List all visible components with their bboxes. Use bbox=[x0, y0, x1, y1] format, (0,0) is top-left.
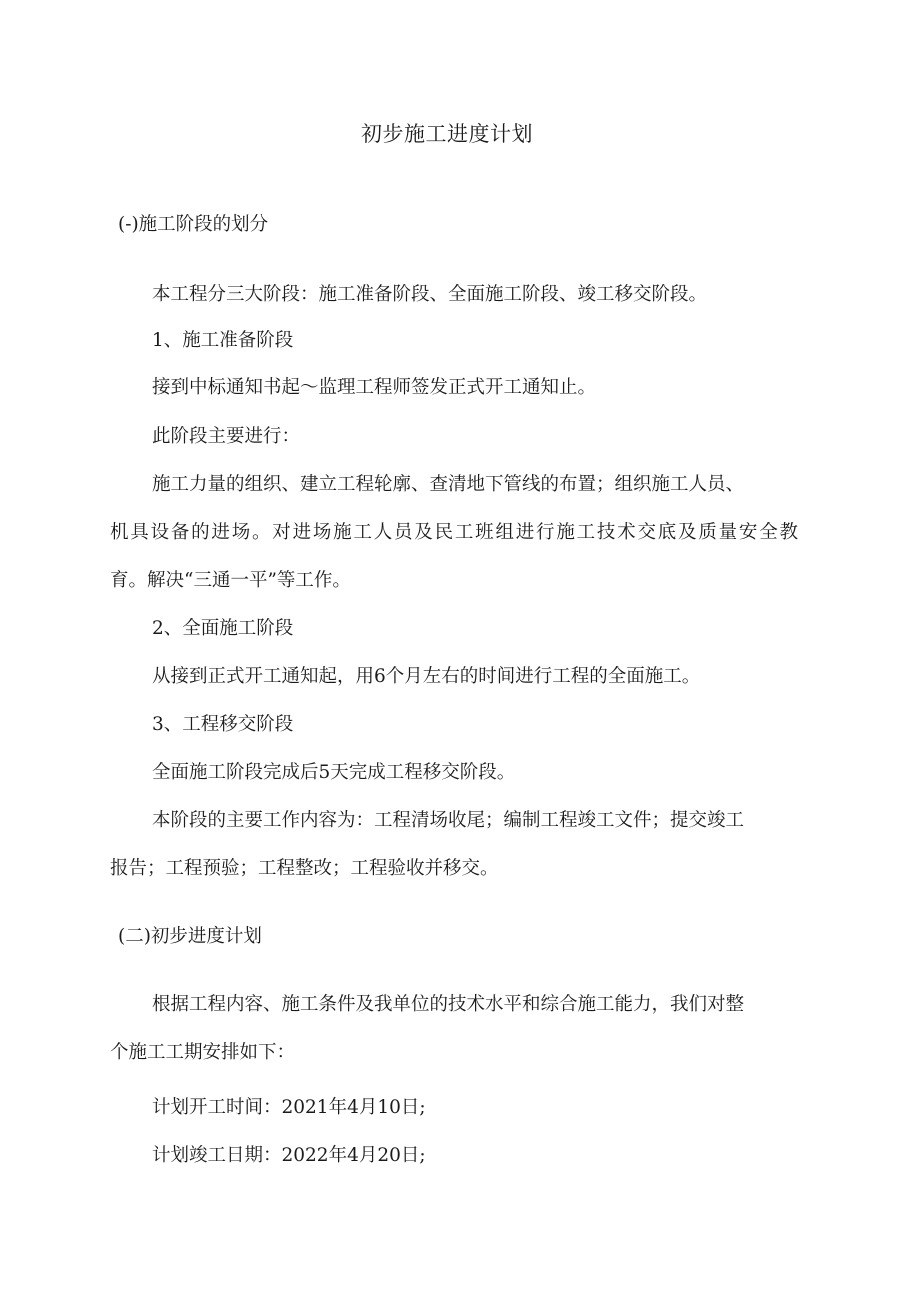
stage1-detail-line: 施工力量的组织、建立工程轮廓、查清地下管线的布置；组织施工人员、 bbox=[152, 474, 745, 495]
plan-paragraph-line: 个施工工期安排如下： bbox=[110, 1042, 296, 1063]
stage1-detail-line: 机具设备的进场。对进场施工人员及民工班组进行施工技术交底及质量安全教 bbox=[110, 522, 798, 543]
stage3-content-line: 报告；工程预验；工程整改；工程验收并移交。 bbox=[110, 858, 499, 879]
stage1-detail-line: 育。解决“三通一平”等工作。 bbox=[110, 570, 351, 591]
stage1-heading: 1、施工准备阶段 bbox=[152, 330, 294, 351]
stage1-main-label: 此阶段主要进行： bbox=[152, 426, 301, 447]
planned-completion-date: 计划竣工日期：2022年4月20日; bbox=[152, 1145, 426, 1166]
stage3-text: 全面施工阶段完成后5天完成工程移交阶段。 bbox=[152, 762, 516, 783]
stage2-heading: 2、全面施工阶段 bbox=[152, 618, 294, 639]
stage3-content-line: 本阶段的主要工作内容为：工程清场收尾；编制工程竣工文件；提交竣工 bbox=[152, 810, 745, 831]
section-heading-stage-division: (-)施工阶段的划分 bbox=[118, 214, 269, 235]
page-title: 初步施工进度计划 bbox=[361, 122, 533, 146]
section-heading-preliminary-schedule: (二)初步进度计划 bbox=[118, 926, 262, 947]
plan-paragraph-line: 根据工程内容、施工条件及我单位的技术水平和综合施工能力，我们对整 bbox=[152, 994, 745, 1015]
intro-paragraph: 本工程分三大阶段：施工准备阶段、全面施工阶段、竣工移交阶段。 bbox=[152, 284, 708, 305]
planned-start-date: 计划开工时间：2021年4月10日; bbox=[152, 1097, 426, 1118]
stage1-period: 接到中标通知书起～监理工程师签发正式开工通知止。 bbox=[152, 377, 597, 398]
stage3-heading: 3、工程移交阶段 bbox=[152, 714, 294, 735]
stage2-text: 从接到正式开工通知起，用6个月左右的时间进行工程的全面施工。 bbox=[152, 666, 701, 687]
